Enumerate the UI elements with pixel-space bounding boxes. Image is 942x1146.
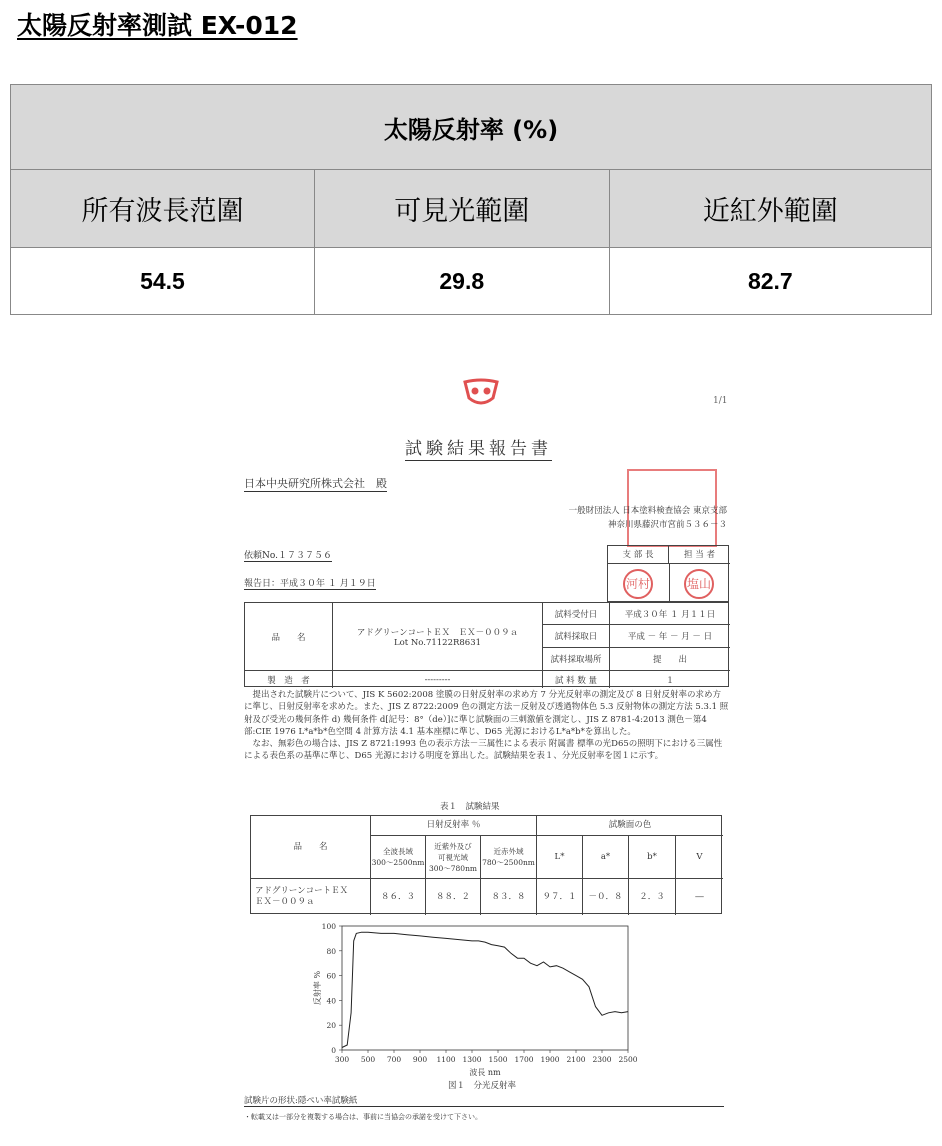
issuer-name: 一般財団法人 日本塗料検査協会 東京支部	[568, 506, 727, 516]
results-v-all: ８６．３	[371, 879, 426, 915]
table-header: 太陽反射率 (%)	[11, 85, 932, 170]
seal-kawamura: 河村	[623, 569, 653, 599]
y-tick-label: 20	[326, 1021, 336, 1031]
y-tick-label: 0	[331, 1046, 336, 1055]
value-all-wavelengths: 54.5	[11, 248, 315, 315]
figure1-caption: 図１ 分光反射率	[448, 1081, 517, 1091]
method-description	[244, 689, 729, 763]
x-tick-label: 1500	[488, 1055, 508, 1064]
results-h-nir: 近赤外域 780～2500nm	[481, 836, 537, 879]
results-v-b: ２．３	[629, 879, 676, 915]
footnote: ・転載又は一部分を複製する場合は、事前に当協会の承諾を受けて下さい。	[244, 1113, 482, 1121]
results-h-b: b*	[629, 836, 676, 879]
results-table	[250, 815, 722, 914]
received-label: 試料受付日	[543, 603, 610, 625]
client-name: 日本中央研究所株式会社 殿	[244, 477, 387, 490]
product-label: 品 名	[245, 603, 333, 671]
page-title: 太陽反射率測試 EX-012	[17, 11, 298, 40]
approval-box	[607, 545, 729, 602]
x-tick-label: 900	[412, 1055, 428, 1064]
lot-number: Lot No.71122R8631	[393, 637, 482, 648]
results-h-visible: 近紫外及び 可視光域 300～780nm	[426, 836, 481, 879]
x-tick-label: 700	[386, 1055, 402, 1064]
place-label: 試料採取場所	[543, 648, 610, 671]
quantity-value: １	[665, 675, 675, 686]
value-visible: 29.8	[314, 248, 609, 315]
x-axis-label: 波長 nm	[469, 1068, 501, 1077]
results-group-reflectance: 日射反射率 ％	[371, 816, 537, 836]
results-h-L: L*	[537, 836, 583, 879]
branch-manager-label: 支 部 長	[608, 546, 669, 564]
product-name: アドグリーンコートＥＸ ＥＸ－００９ａ	[356, 627, 519, 638]
x-tick-label: 1900	[540, 1055, 560, 1064]
x-tick-label: 2100	[566, 1055, 586, 1064]
specimen-shape: 試験片の形状:隠ぺい率試験紙	[244, 1094, 724, 1107]
y-tick-label: 100	[321, 922, 336, 931]
results-v-L: ９７．１	[537, 879, 583, 915]
x-tick-label: 2500	[618, 1055, 638, 1064]
y-tick-label: 60	[326, 971, 336, 981]
test-report-scan	[235, 372, 735, 1132]
results-v-visible: ８８．２	[426, 879, 481, 915]
column-all-wavelengths: 所有波長范圍	[11, 170, 315, 248]
results-h-a: a*	[583, 836, 629, 879]
product-cell	[333, 603, 543, 671]
sample-info-table	[244, 602, 729, 687]
quantity-label: 試 料 数 量	[543, 671, 610, 688]
y-tick-label: 80	[326, 946, 336, 956]
place-value: 提 出	[610, 648, 730, 671]
plot-frame	[342, 926, 628, 1050]
table1-caption: 表１ 試験結果	[440, 802, 500, 812]
association-logo-icon	[463, 378, 499, 408]
maker-value: ---------	[333, 671, 543, 688]
report-title: 試験結果報告書	[405, 434, 552, 461]
results-row-name: アドグリーンコートＥＸ ＥＸ－００９ａ	[251, 879, 371, 915]
results-h-all: 全波長域 300～2500nm	[371, 836, 426, 879]
y-tick-label: 40	[326, 996, 336, 1006]
seal-shioyama: 塩山	[684, 569, 714, 599]
x-tick-label: 1100	[436, 1055, 456, 1064]
column-visible: 可見光範圍	[314, 170, 609, 248]
x-tick-label: 2300	[592, 1055, 612, 1064]
results-h-V: V	[676, 836, 723, 879]
received-value: 平成３０年 １ 月１１日	[610, 603, 730, 625]
person-in-charge-label: 担 当 者	[669, 546, 730, 564]
issuer-address: 神奈川県藤沢市宮前５３６－３	[607, 520, 727, 530]
reflectance-line-series-0	[342, 932, 628, 1047]
sampled-label: 試料採取日	[543, 625, 610, 648]
value-near-infrared: 82.7	[609, 248, 931, 315]
report-date: 報告日：平成３０年 １ 月１９日	[244, 576, 376, 590]
solar-reflectance-table	[10, 84, 932, 315]
results-v-V: ―	[695, 891, 704, 902]
spectral-reflectance-chart	[310, 920, 650, 1090]
results-v-nir: ８３．８	[481, 879, 537, 915]
column-near-infrared: 近紅外範圍	[609, 170, 931, 248]
request-number: 依頼No.１７３７５６	[244, 548, 332, 562]
sampled-value: 平成 － 年 － 月 － 日	[610, 625, 730, 648]
results-product-header: 品 名	[251, 816, 371, 879]
x-tick-label: 1700	[514, 1055, 534, 1064]
x-tick-label: 1300	[462, 1055, 482, 1064]
x-tick-label: 300	[334, 1055, 350, 1064]
results-group-color: 試験面の色	[537, 816, 723, 836]
results-v-a: －０．８	[583, 879, 629, 915]
method-paragraph-1: 提出された試験片について、JIS K 5602:2008 塗膜の日射反射率の求め方 7 分光反射率の測定及び 8 日射反射率の求め方に準じ、日射反射率を求めた。また、JIS Z 8722:2009 色の測定方法－反射及び透過物体色 5.3 反射物体の測定方法 5.3.1 照射及び受光の幾何条件 d) 幾何条件 d[記号：8°（de）]に準じ試験面の三刺激値を測定し、JIS Z 8781-4:2013 測色－第4部:CIE 1976 L*a*b*色空間 4 計算方法 4.1 基本座標に準じ、D65 光源におけるL*a*b*を算出した。	[244, 690, 729, 737]
page-number: 1/1	[713, 396, 728, 406]
x-tick-label: 500	[360, 1055, 376, 1064]
maker-label: 製 造 者	[245, 671, 333, 688]
method-paragraph-2: なお、無彩色の場合は、JIS Z 8721:1993 色の表示方法－三属性による表示 附属書 標準の光D65の照明下における三属性による表色系の基準に準じ、D65 光源における明度を算出した。試験結果を表１、分光反射率を図１に示す。	[244, 739, 723, 762]
y-axis-label: 反射率 %	[313, 970, 322, 1006]
